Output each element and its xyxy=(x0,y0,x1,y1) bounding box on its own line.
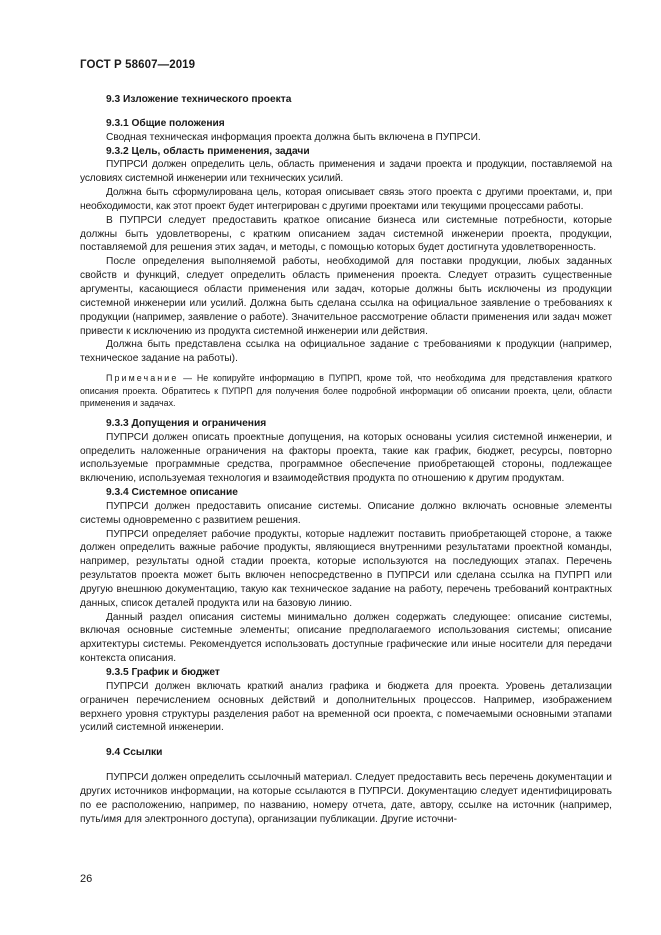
paragraph: Должна быть сформулирована цель, которая описывает связь этого проекта с другими проектами, и, при необходимости, как этот проект будет интегрирован с другими проектами или текущими процессами работы. xyxy=(80,187,612,212)
section-9-3-4-heading: 9.3.4 Системное описание xyxy=(106,487,238,499)
paragraph: ПУПРСИ должен описать проектные допущения, на которых основаны усилия системной инженерии, и определить наложенные ограничения на факторы проекта, такие как график, бюджет, ресурсы, повторно используемые программные средства, программное обеспечение приобретающей стороны, подлежащее включению, используемая технология и взаимодействия продукта по отношению к другим продуктам. xyxy=(80,431,612,485)
note-text: — Не копируйте информацию в ПУПРП, кроме той, что необходима для представления краткого описания проекта. Обратитесь к ПУПРП для получения более подробной информации об описании проекта, цели, области применения и задачах. xyxy=(80,373,612,409)
paragraph: Должна быть представлена ссылка на официальное задание с требованиями к продукции (например, техническое задание на работы). xyxy=(80,339,612,365)
paragraph: ПУПРСИ должен определить ссылочный материал. Следует предоставить весь перечень документации и других источников информации, на которые ссылаются в ПУПРСИ. Документацию следует идентифицировать по ее расположению, например, по названию, номеру отчета, дате, автору, ссылке на источник (например, путь/имя для электронного доступа), организации публикации. Другие источни- xyxy=(80,772,612,825)
paragraph: ПУПРСИ должен определить цель, область применения и задачи проекта и продукции, поставляемой на условиях системной инженерии или технических усилий. xyxy=(80,159,612,185)
section-9-3-2-heading: 9.3.2 Цель, область применения, задачи xyxy=(106,145,310,157)
page-content xyxy=(80,93,612,826)
paragraph: ПУПРСИ должен предоставить описание системы. Описание должно включать основные элементы системы одновременно с развитием решения. xyxy=(80,500,612,526)
section-9-3-5-heading: 9.3.5 График и бюджет xyxy=(106,667,220,678)
section-9-4-heading: 9.4 Ссылки xyxy=(106,747,163,759)
note-label: Примечание xyxy=(106,373,179,384)
paragraph: После определения выполняемой работы, необходимой для поставки продукции, любых заданных свойств и функций, следует определить область применения проекта. Следует отразить существенные аргументы, касающиеся области применения или задач, которые должны быть исключены из продукции системной инженерии или усилий. Должна быть сделана ссылка на официальное заявление о требованиях к продукции (например, заявление о работе). Значительное рассмотрение области применения или задач может привести к исключению из продукта системной инженерии или действия. xyxy=(80,256,612,337)
paragraph: В ПУПРСИ следует предоставить краткое описание бизнеса или системные потребности, которые должны быть удовлетворены, с кратким описанием задач системной инженерии проекта, продукции, поставляемой для решения этих задач, и методы, с помощью которых будет достигнута удовлетворенность. xyxy=(80,214,612,254)
paragraph: Сводная техническая информация проекта должна быть включена в ПУПРСИ. xyxy=(106,131,481,143)
note-block xyxy=(80,372,612,410)
page-number: 26 xyxy=(80,873,93,885)
section-9-3-heading: 9.3 Изложение технического проекта xyxy=(106,94,292,105)
paragraph: ПУПРСИ должен включать краткий анализ графика и бюджета для проекта. Уровень детализации ограничен перечислением основных действий и дополнительных процессов. Например, изображением верхнего уровня структуры разделения работ на временной оси проекта, с помечаемыми основными этапами усилий системной инженерии. xyxy=(80,680,612,734)
section-9-3-1-heading: 9.3.1 Общие положения xyxy=(106,117,225,129)
paragraph: ПУПРСИ определяет рабочие продукты, которые надлежит поставить приобретающей стороне, а также должен определить важные рабочие продукты, являющиеся внутренними результатами проектной команды, например, результаты одной стадии проекта, которые используются на последующих этапах. Перечень результатов проекта может быть включен непосредственно в ПУПРСИ или сделана ссылка на ПУПРП или другую внешнюю документацию, такую как техническое задание на работу, перечень требований контрактных данных, список деталей продукта или на базовую линию. xyxy=(80,528,612,609)
standard-header: ГОСТ Р 58607—2019 xyxy=(80,59,196,71)
paragraph: Данный раздел описания системы минимально должен содержать следующее: описание системы, включая основные системные элементы; описание предполагаемого использования системы; описание архитектуры системы. Рекомендуется использовать доступные графические или иные носители для передачи контекста описания. xyxy=(80,611,612,665)
section-9-3-3-heading: 9.3.3 Допущения и ограничения xyxy=(106,417,267,429)
